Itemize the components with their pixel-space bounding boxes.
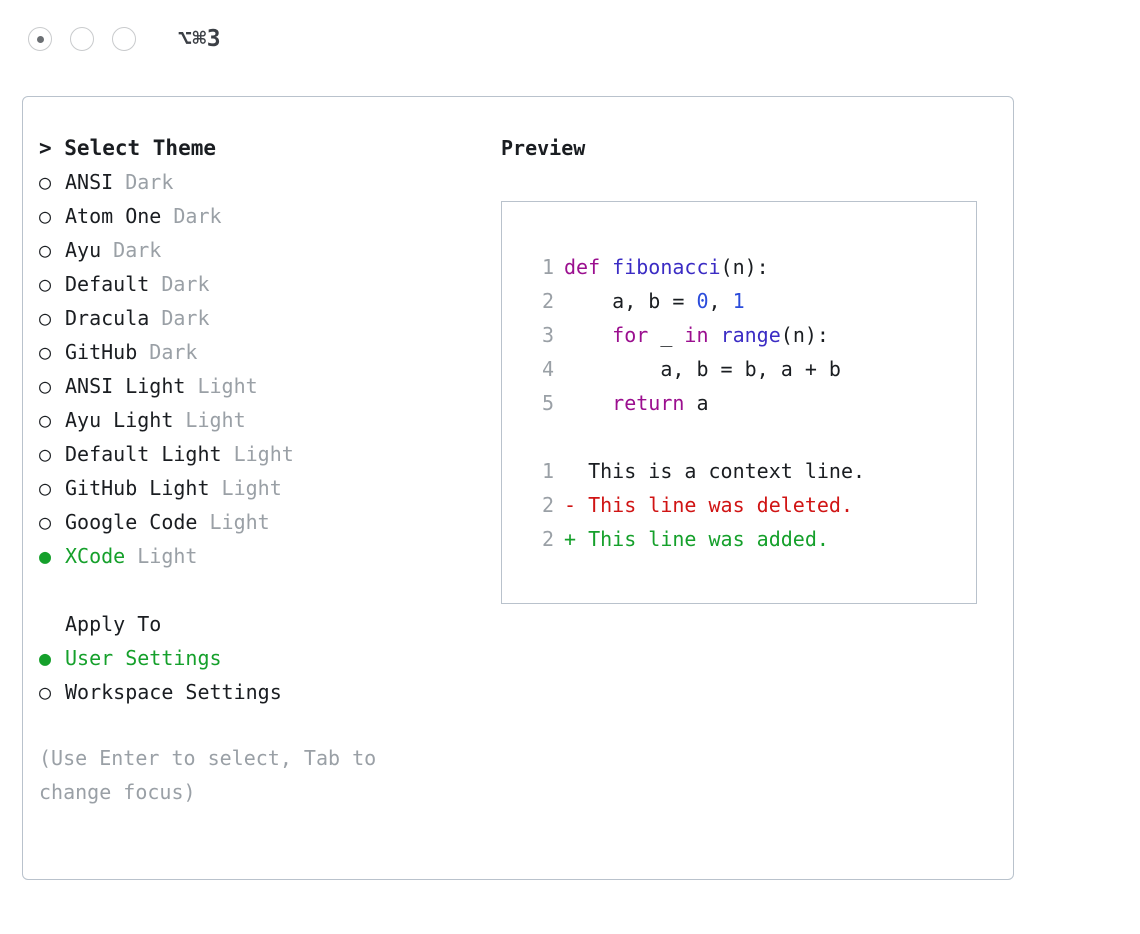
window-minimize-dot[interactable] [70, 27, 94, 51]
line-number: 1 [541, 255, 554, 279]
preview-heading: Preview [501, 136, 586, 160]
radio-unselected-icon: ○ [39, 170, 52, 194]
title-bar [0, 0, 1140, 78]
preview-box [501, 201, 977, 604]
code-token: a [684, 391, 709, 415]
diff-text: This line was added. [588, 527, 829, 551]
code-token: (n): [780, 323, 829, 347]
code-token: a, b = b, a + b [564, 357, 841, 381]
code-token: (n): [720, 255, 769, 279]
code-token: 0 [696, 289, 709, 313]
apply-to-list[interactable] [39, 641, 489, 709]
theme-option-label: Ayu Light [65, 408, 174, 432]
diff-text: This line was deleted. [588, 493, 853, 517]
diff-marker: - [564, 493, 589, 517]
code-token [564, 391, 612, 415]
code-line [520, 352, 976, 386]
apply-to-option[interactable] [39, 675, 489, 709]
code-token: fibonacci [612, 255, 721, 279]
radio-unselected-icon: ○ [39, 306, 52, 330]
line-number: 5 [541, 391, 554, 415]
code-token: , [708, 289, 733, 313]
theme-option-label: Default [65, 272, 150, 296]
window-maximize-dot[interactable] [112, 27, 136, 51]
theme-option[interactable] [39, 505, 489, 539]
diff-text: This is a context line. [588, 459, 866, 483]
radio-selected-icon: ● [39, 646, 52, 670]
keyboard-shortcut-label: ⌥⌘3 [178, 26, 222, 52]
code-token: 1 [732, 289, 745, 313]
radio-unselected-icon: ○ [39, 238, 52, 262]
radio-unselected-icon: ○ [39, 340, 52, 364]
theme-option[interactable] [39, 471, 489, 505]
diff-sample [520, 454, 976, 556]
theme-option-label: Atom One [65, 204, 162, 228]
code-line [520, 284, 976, 318]
apply-to-option[interactable] [39, 641, 489, 675]
theme-option-kind: Light [173, 408, 246, 432]
select-theme-heading: > Select Theme [39, 136, 217, 160]
theme-option-kind: Dark [149, 306, 210, 330]
theme-option[interactable] [39, 539, 489, 573]
theme-option-kind: Light [221, 442, 294, 466]
theme-option-label: XCode [65, 544, 126, 568]
theme-option-kind: Light [209, 476, 282, 500]
theme-list[interactable] [39, 165, 489, 573]
theme-option-label: ANSI Light [65, 374, 186, 398]
radio-unselected-icon: ○ [39, 680, 52, 704]
line-number: 4 [541, 357, 554, 381]
code-token: return [612, 391, 685, 415]
radio-unselected-icon: ○ [39, 408, 52, 432]
radio-unselected-icon: ○ [39, 442, 52, 466]
code-line [520, 318, 976, 352]
theme-selection-column [39, 131, 489, 809]
code-sample [520, 250, 976, 420]
diff-marker [564, 459, 588, 483]
preview-column [501, 131, 1001, 604]
theme-option-kind: Dark [161, 204, 222, 228]
code-line [520, 386, 976, 420]
radio-unselected-icon: ○ [39, 374, 52, 398]
code-token [564, 323, 612, 347]
window-close-dot[interactable] [28, 27, 52, 51]
apply-to-heading: Apply To [65, 612, 162, 636]
diff-line [520, 522, 976, 556]
diff-line [520, 488, 976, 522]
code-token [709, 323, 721, 347]
theme-picker-panel [22, 96, 1014, 880]
line-number: 3 [541, 323, 554, 347]
theme-option-kind: Light [197, 510, 270, 534]
radio-unselected-icon: ○ [39, 510, 52, 534]
theme-option[interactable] [39, 335, 489, 369]
diff-marker: + [564, 527, 589, 551]
theme-option[interactable] [39, 403, 489, 437]
theme-option-kind: Light [185, 374, 258, 398]
theme-option-label: Dracula [65, 306, 150, 330]
theme-option[interactable] [39, 301, 489, 335]
theme-option-label: ANSI [65, 170, 114, 194]
line-number: 1 [541, 459, 554, 483]
apply-to-option-label: User Settings [65, 646, 222, 670]
apply-to-option-label: Workspace Settings [65, 680, 282, 704]
theme-option[interactable] [39, 267, 489, 301]
diff-line [520, 454, 976, 488]
theme-option-label: GitHub Light [65, 476, 210, 500]
theme-option-kind: Light [125, 544, 198, 568]
theme-option-label: GitHub [65, 340, 138, 364]
code-token: _ [648, 323, 685, 347]
theme-option-kind: Dark [137, 340, 198, 364]
code-token: in [684, 323, 709, 347]
code-token: def [564, 255, 613, 279]
code-token: a, b = [564, 289, 697, 313]
keyboard-hint: (Use Enter to select, Tab to change focus) [39, 746, 377, 804]
theme-option-kind: Dark [101, 238, 162, 262]
line-number: 2 [541, 289, 554, 313]
line-number: 2 [541, 527, 554, 551]
theme-option[interactable] [39, 437, 489, 471]
radio-selected-icon: ● [39, 544, 52, 568]
line-number: 2 [541, 493, 554, 517]
code-line [520, 250, 976, 284]
theme-option[interactable] [39, 369, 489, 403]
theme-option-label: Google Code [65, 510, 198, 534]
radio-unselected-icon: ○ [39, 476, 52, 500]
theme-option[interactable] [39, 199, 489, 233]
code-token: for [612, 323, 649, 347]
theme-option-kind: Dark [149, 272, 210, 296]
theme-option[interactable] [39, 233, 489, 267]
theme-option-label: Ayu [65, 238, 102, 262]
code-token: range [720, 323, 781, 347]
theme-option-kind: Dark [113, 170, 174, 194]
radio-unselected-icon: ○ [39, 204, 52, 228]
theme-option-label: Default Light [65, 442, 222, 466]
theme-option[interactable] [39, 165, 489, 199]
radio-unselected-icon: ○ [39, 272, 52, 296]
